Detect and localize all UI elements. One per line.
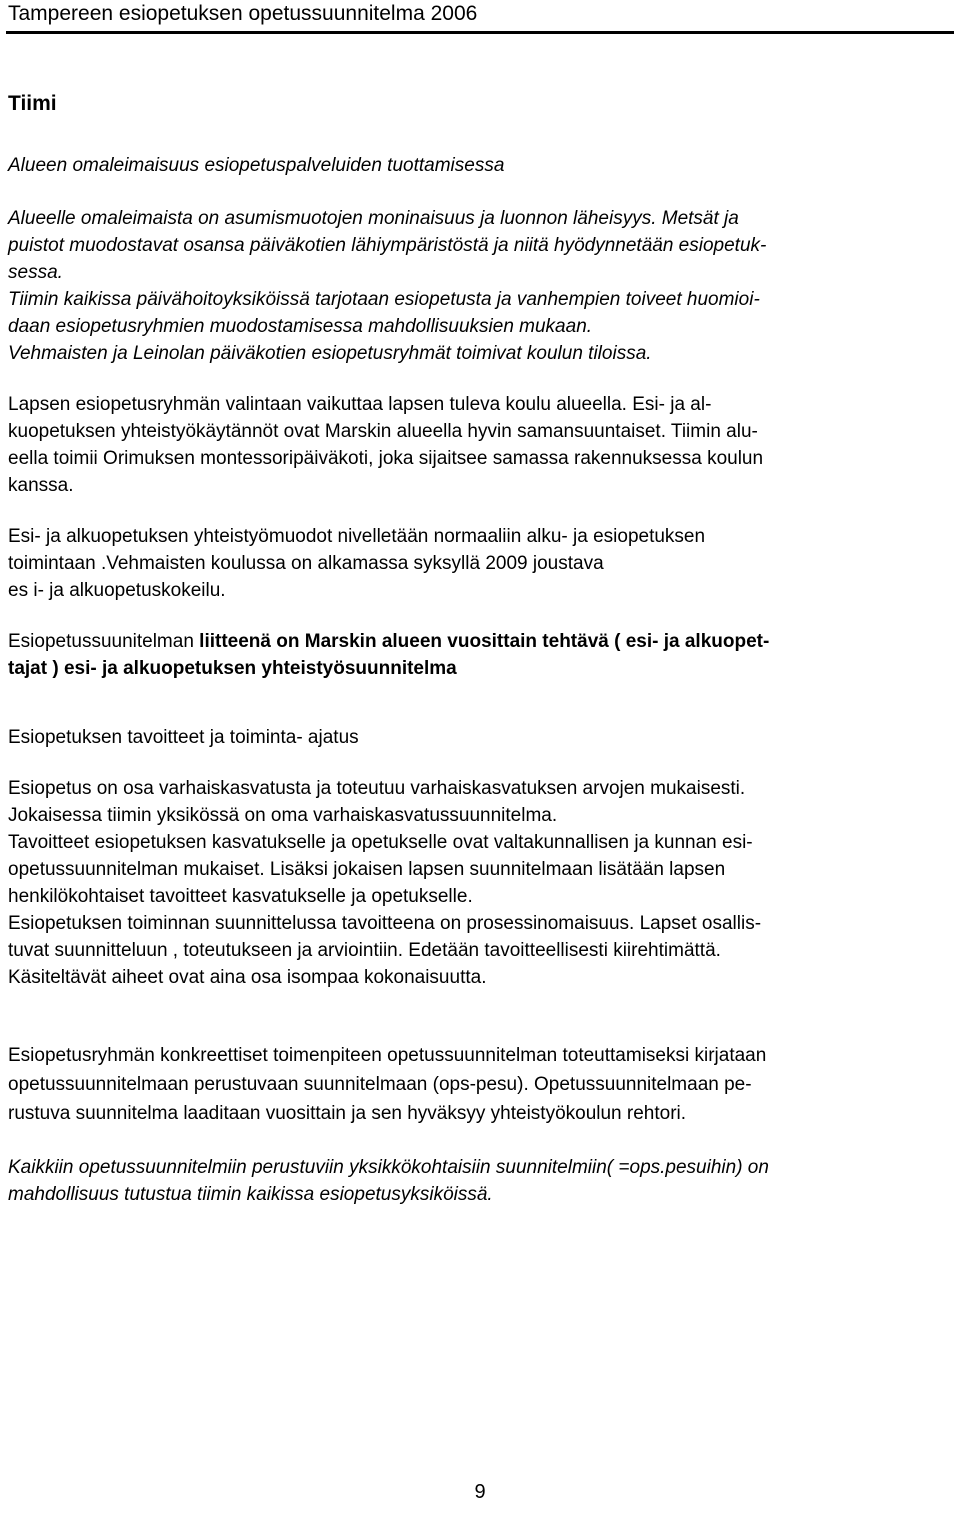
cooperation-line: kuopetuksen yhteistyökäytännöt ovat Marskin alueella hyvin samansuuntaiset. Tiimin alu- xyxy=(8,421,758,442)
goals-line: tuvat suunnitteluun , toteutukseen ja arviointiin. Edetään tavoitteellisesti kiirehtimättä. xyxy=(8,940,721,961)
intro-line: Tiimin kaikissa päivähoitoyksiköissä tarjotaan esiopetusta ja vanhempien toiveet huomioi- xyxy=(8,289,760,310)
section-title: Tiimi xyxy=(8,92,57,115)
running-header: Tampereen esiopetuksen opetussuunnitelma 2006 xyxy=(8,2,478,25)
goals-line: Esiopetus on osa varhaiskasvatusta ja toteutuu varhaiskasvatuksen arvojen mukaisesti. xyxy=(8,778,746,799)
intro-subtitle: Alueen omaleimaisuus esiopetuspalveluiden tuottamisessa xyxy=(8,155,505,176)
intro-line: Vehmaisten ja Leinolan päiväkotien esiopetusryhmät toimivat koulun tiloissa. xyxy=(8,343,652,364)
attachment-line xyxy=(8,628,953,655)
attachment-prefix: Esiopetussuunitelman xyxy=(8,631,200,652)
intro-paragraph xyxy=(8,205,953,367)
goals-line: opetussuunnitelman mukaiset. Lisäksi jokaisen lapsen suunnitelmaan lisätään lapsen xyxy=(8,859,726,880)
page-number: 9 xyxy=(474,1481,486,1503)
closing-paragraph xyxy=(8,1154,953,1208)
header-rule xyxy=(6,31,954,34)
goals-line: Esiopetuksen toiminnan suunnittelussa tavoitteena on prosessinomaisuus. Lapset osallis- xyxy=(8,913,762,934)
normalizing-paragraph xyxy=(8,523,953,604)
attachment-paragraph xyxy=(8,628,953,682)
measures-line: rustuva suunnitelma laaditaan vuosittain ja sen hyväksyy yhteistyökoulun rehtori. xyxy=(8,1103,687,1124)
goals-line: henkilökohtaiset tavoitteet kasvatukselle ja opetukselle. xyxy=(8,886,473,907)
attachment-bold-line: tajat ) esi- ja alkuopetuksen yhteistyösuunnitelma xyxy=(8,658,457,679)
goals-line: Käsiteltävät aiheet ovat aina osa isompaa kokonaisuutta. xyxy=(8,967,487,988)
document-body xyxy=(8,90,953,1208)
goals-line: Tavoitteet esiopetuksen kasvatukselle ja opetukselle ovat valtakunnallisen ja kunnan esi- xyxy=(8,832,753,853)
intro-line: puistot muodostavat osansa päiväkotien lähiympäristöstä ja niitä hyödynnetään esiopetuk- xyxy=(8,235,767,256)
intro-line: daan esiopetusryhmien muodostamisessa mahdollisuuksien mukaan. xyxy=(8,316,593,337)
normalizing-line: toimintaan .Vehmaisten koulussa on alkamassa syksyllä 2009 joustava xyxy=(8,553,604,574)
cooperation-paragraph xyxy=(8,391,953,499)
goals-title: Esiopetuksen tavoitteet ja toiminta- ajatus xyxy=(8,727,359,748)
normalizing-line: Esi- ja alkuopetuksen yhteistyömuodot nivelletään normaaliin alku- ja esiopetuksen xyxy=(8,526,706,547)
measures-line: opetussuunnitelmaan perustuvaan suunnitelmaan (ops-pesu). Opetussuunnitelmaan pe- xyxy=(8,1074,752,1095)
intro-line: Alueelle omaleimaista on asumismuotojen moninaisuus ja luonnon läheisyys. Metsät ja xyxy=(8,208,739,229)
normalizing-line: es i- ja alkuopetuskokeilu. xyxy=(8,580,226,601)
intro-line: sessa. xyxy=(8,262,63,283)
closing-line: Kaikkiin opetussuunnitelmiin perustuviin yksikkökohtaisiin suunnitelmiin( =ops.pesuihin) on xyxy=(8,1157,769,1178)
measures-line: Esiopetusryhmän konkreettiset toimenpiteen opetussuunnitelman toteuttamiseksi kirjataan xyxy=(8,1045,767,1066)
cooperation-line: Lapsen esiopetusryhmän valintaan vaikuttaa lapsen tuleva koulu alueella. Esi- ja al- xyxy=(8,394,712,415)
cooperation-line: eella toimii Orimuksen montessoripäiväkoti, joka sijaitsee samassa rakennuksessa koulun xyxy=(8,448,764,469)
cooperation-line: kanssa. xyxy=(8,475,74,496)
goals-line: Jokaisessa tiimin yksikössä on oma varhaiskasvatussuunnitelma. xyxy=(8,805,558,826)
goals-paragraph xyxy=(8,775,953,991)
attachment-bold-text: liitteenä on Marskin alueen vuosittain tehtävä ( esi- ja alkuopet- xyxy=(199,631,770,652)
measures-paragraph xyxy=(8,1041,953,1128)
closing-line: mahdollisuus tutustua tiimin kaikissa esiopetusyksiköissä. xyxy=(8,1184,493,1205)
